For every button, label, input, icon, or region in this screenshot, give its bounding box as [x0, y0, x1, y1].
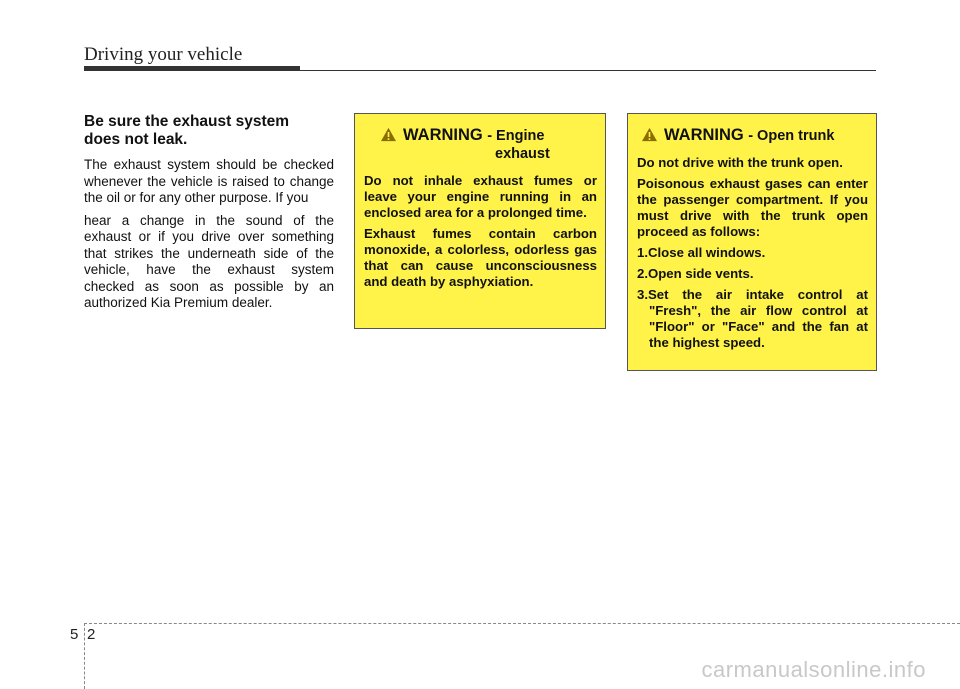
warning-subject-line2: exhaust [495, 146, 550, 162]
section-paragraph-2: hear a change in the sound of the exhaust or if you drive over something that strikes the underneath side of the vehicle, have the exhaust system checked as soon as possible by an authorized Kia Premium dealer. [84, 212, 334, 310]
footer-divider [84, 623, 85, 689]
warning-subject-line1: - Engine [487, 128, 545, 144]
list-item: 2.Open side vents. [637, 266, 754, 281]
section-paragraph-1: The exhaust system should be checked whenever the vehicle is raised to change the oil or for any other purpose. If you [84, 157, 334, 205]
watermark: carmanualsonline.info [701, 657, 926, 682]
page-header-title: Driving your vehicle [84, 44, 243, 65]
warning-paragraph-1: Do not inhale exhaust fumes or leave your engine running in an enclosed area for a prolonged time. [364, 173, 597, 220]
warning-label: WARNING [403, 126, 483, 144]
chapter-number: 5 [70, 626, 79, 643]
warning-triangle-icon [641, 127, 658, 142]
warning-box-engine-exhaust [354, 113, 606, 329]
warning-title [641, 126, 868, 145]
list-item: 1.Close all windows. [637, 245, 766, 260]
warning-triangle-icon [380, 127, 397, 142]
warning-paragraph-1: Do not drive with the trunk open. [637, 155, 843, 170]
warning-title [380, 126, 597, 163]
list-item: 3.Set the air intake control at "Fresh", the air flow control at "Floor" or "Face" and the fan at the highest speed. [637, 287, 868, 350]
header-rule-thick [84, 66, 300, 71]
header-rule-thin [300, 70, 876, 71]
warning-subject: - Open trunk [748, 128, 835, 144]
warning-paragraph-2: Exhaust fumes contain carbon monoxide, a colorless, odorless gas that can cause unconsciousness and death by asphyxiation. [364, 226, 597, 289]
section-heading-line2: does not leak. [84, 131, 188, 148]
section-heading-line1: Be sure the exhaust system [84, 113, 290, 130]
warning-paragraph-2: Poisonous exhaust gases can enter the passenger compartment. If you must drive with the trunk open proceed as follows: [637, 176, 868, 239]
footer-rule [84, 623, 960, 624]
exhaust-leak-section [84, 113, 334, 318]
warning-box-open-trunk [627, 113, 877, 371]
section-heading [84, 113, 334, 149]
page-number: 2 [87, 626, 96, 643]
warning-label: WARNING [664, 126, 744, 144]
